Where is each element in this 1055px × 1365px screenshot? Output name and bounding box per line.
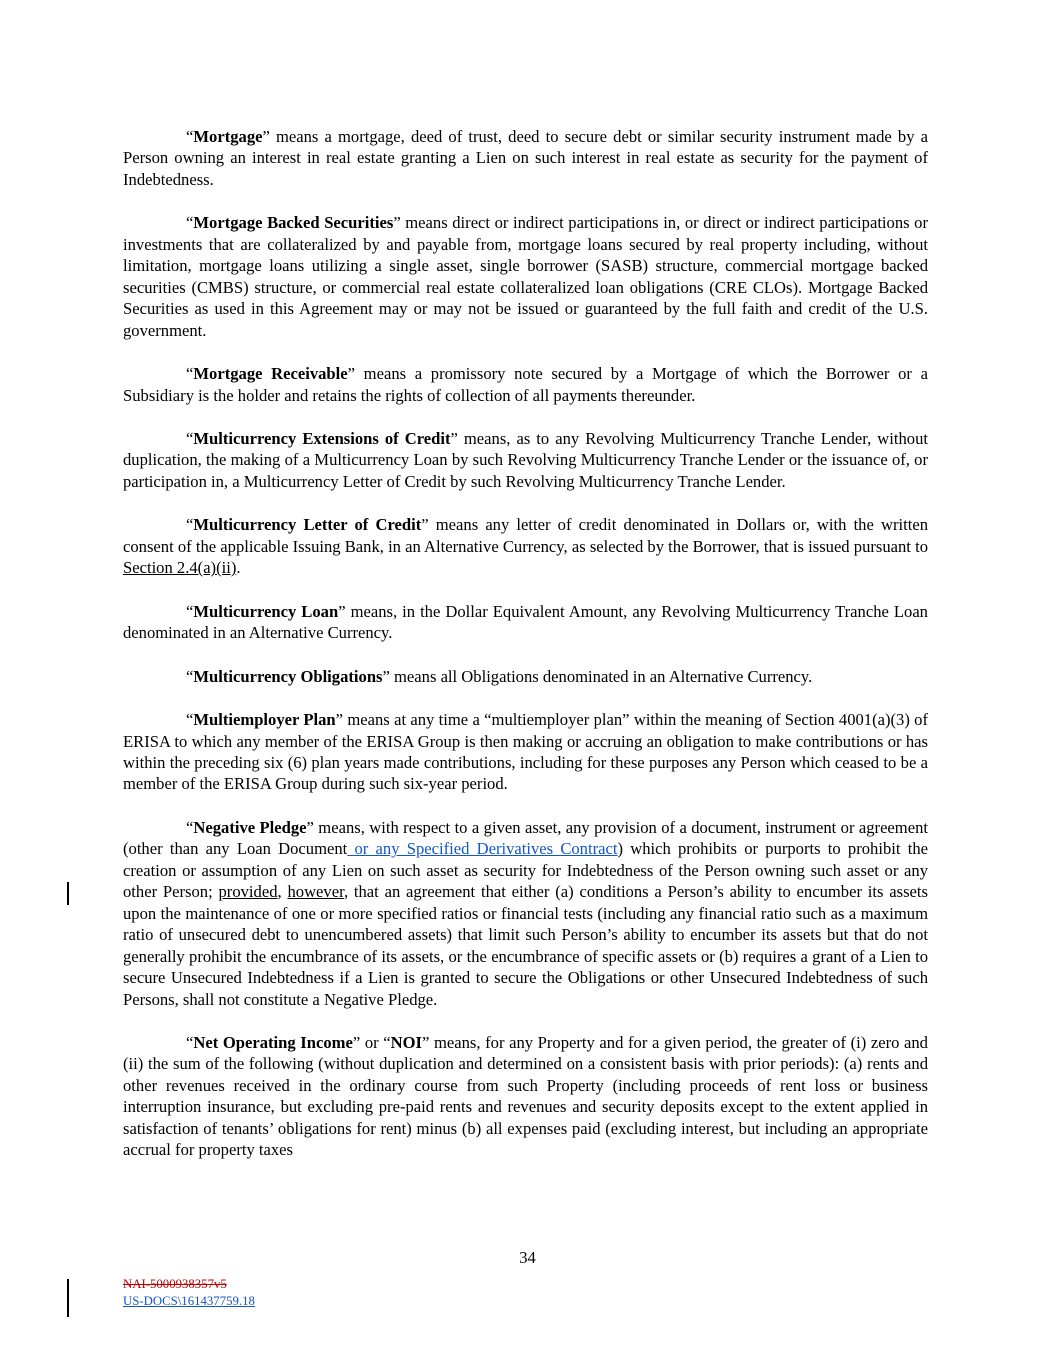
text-run: “ xyxy=(186,428,194,448)
text-run: ” means at any time a “multiemployer plan” within the meaning of Section 4001(a)(3) of ERISA to which any member of the ERISA Group is then making or accruing an obligation to make contributions or has within the preceding six (6) plan years made contributions, including for these purposes any Person which ceased to be a member of the ERISA Group during such six-year period. xyxy=(123,710,928,794)
text-run: “ xyxy=(186,1032,194,1052)
text-run: “ xyxy=(186,817,194,837)
text-run: “ xyxy=(186,127,194,146)
change-bar xyxy=(67,882,69,905)
text-run: ” means direct or indirect participations in, or direct or indirect participations or investments that are collateralized by and payable from, mortgage loans secured by real property including, without limitation, mortgage loans utilizing a single asset, single borrower (SASB) structure, commercial mortgage backed securities (CMBS) structure, or commercial real estate collateralized loan obligations (CRE CLOs). Mortgage Backed Securities as used in this Agreement may or may not be issued or guaranteed by the full faith and credit of the U.S. government. xyxy=(123,213,928,340)
text-run: “ xyxy=(186,213,194,233)
text-run: , that an agreement that either (a) conditions a Person’s ability to encumber its assets upon the maintenance of one or more specified ratios or financial tests (including any financial ratio such as a maximum ratio of unsecured debt to unencumbered assets) that limit such Person’s ability to encumber its assets but that do not generally prohibit the encumbrance of its assets, or the encumbrance of specific assets or (b) requires a grant of a Lien to secure Unsecured Indebtedness if a Lien is granted to secure the Obligations or other Unsecured Indebtedness of such Persons, shall not constitute a Negative Pledge. xyxy=(123,882,928,1009)
defined-term: Multicurrency Loan xyxy=(193,601,339,621)
definition-multicurrency-obligations xyxy=(123,666,928,687)
footer-doc-id-inserted: US-DOCS\161437759.18 xyxy=(123,1294,255,1308)
definition-net-operating-income xyxy=(123,1032,928,1161)
text-run: “ xyxy=(186,666,194,686)
defined-term: Mortgage xyxy=(193,127,263,146)
definition-mortgage xyxy=(123,126,928,190)
defined-term: Mortgage Receivable xyxy=(193,364,348,384)
definition-mortgage-backed-securities xyxy=(123,212,928,341)
text-run: “ xyxy=(186,515,194,535)
underlined-text: provided xyxy=(218,882,278,902)
defined-term: NOI xyxy=(390,1032,422,1052)
footer-doc-id-deleted: NAI-5000938357v5 xyxy=(123,1277,227,1291)
text-run: ” means a promissory note secured by a Mortgage of which the Borrower or a Subsidiary is the holder and retains the rights of collection of all payments thereunder. xyxy=(123,364,928,405)
text-run: “ xyxy=(186,710,194,730)
definition-negative-pledge xyxy=(123,817,928,1010)
document-footer xyxy=(123,1276,255,1310)
text-run: ) which prohibits or purports to prohibit the creation or assumption of any Lien on such asset as security for Indebtedness of the Person owning such asset or any other Person; xyxy=(123,839,928,902)
text-run: ” means any letter of credit denominated in Dollars or, with the written consent of the applicable Issuing Bank, in an Alternative Currency, as selected by the Borrower, that is issued pursuant to xyxy=(123,515,928,556)
page-number: 34 xyxy=(519,1248,536,1267)
definition-mortgage-receivable xyxy=(123,363,928,406)
text-run: ” means, with respect to a given asset, any provision of a document, instrument or agreement (other than any Loan Document xyxy=(123,817,928,859)
underlined-text: Section 2.4(a)(ii) xyxy=(123,558,237,578)
defined-term: Multicurrency Letter of Credit xyxy=(193,515,422,535)
defined-term: Multiemployer Plan xyxy=(193,710,336,730)
definition-multicurrency-extensions-of-credit xyxy=(123,428,928,492)
definition-multiemployer-plan xyxy=(123,709,928,795)
defined-term: Negative Pledge xyxy=(193,817,307,837)
text-run: ” means, in the Dollar Equivalent Amount, any Revolving Multicurrency Tranche Loan denominated in an Alternative Currency. xyxy=(123,601,928,643)
text-run: ” means, as to any Revolving Multicurrency Tranche Lender, without duplication, the making of a Multicurrency Loan by such Revolving Multicurrency Tranche Lender or the issuance of, or participation in, a Multicurrency Letter of Credit by such Revolving Multicurrency Tranche Lender. xyxy=(123,428,928,491)
text-run: “ xyxy=(186,364,194,384)
text-run: ” or “ xyxy=(352,1032,391,1052)
document-body xyxy=(123,126,928,1183)
change-bar xyxy=(67,1279,69,1317)
defined-term: Multicurrency Extensions of Credit xyxy=(193,428,451,448)
text-run: . xyxy=(236,558,241,578)
defined-term: Net Operating Income xyxy=(193,1032,353,1052)
text-run: ” means a mortgage, deed of trust, deed to secure debt or similar security instrument made by a Person owning an interest in real estate granting a Lien on such interest in real estate as security for the payment of Indebtedness. xyxy=(123,127,928,189)
definition-multicurrency-loan xyxy=(123,601,928,644)
text-run: ” means all Obligations denominated in an Alternative Currency. xyxy=(382,666,813,686)
text-run: , xyxy=(277,882,288,902)
text-run: ” means, for any Property and for a given period, the greater of (i) zero and (ii) the sum of the following (without duplication and determined on a consistent basis with prior periods): (a) rents and other revenues received in the ordinary course from such Property (including proceeds of rent loss or business interruption insurance, but excluding pre-paid rents and revenues and security deposits except to the extent applied in satisfaction of tenants’ obligations for rent) minus (b) all expenses paid (excluding interest, but including an appropriate accrual for property taxes xyxy=(123,1032,928,1160)
definition-multicurrency-letter-of-credit xyxy=(123,514,928,578)
defined-term: Multicurrency Obligations xyxy=(193,666,383,686)
text-run: “ xyxy=(186,601,194,621)
inserted-text: or any Specified Derivatives Contract xyxy=(347,839,618,859)
underlined-text: however xyxy=(287,882,344,902)
defined-term: Mortgage Backed Securities xyxy=(193,213,394,233)
